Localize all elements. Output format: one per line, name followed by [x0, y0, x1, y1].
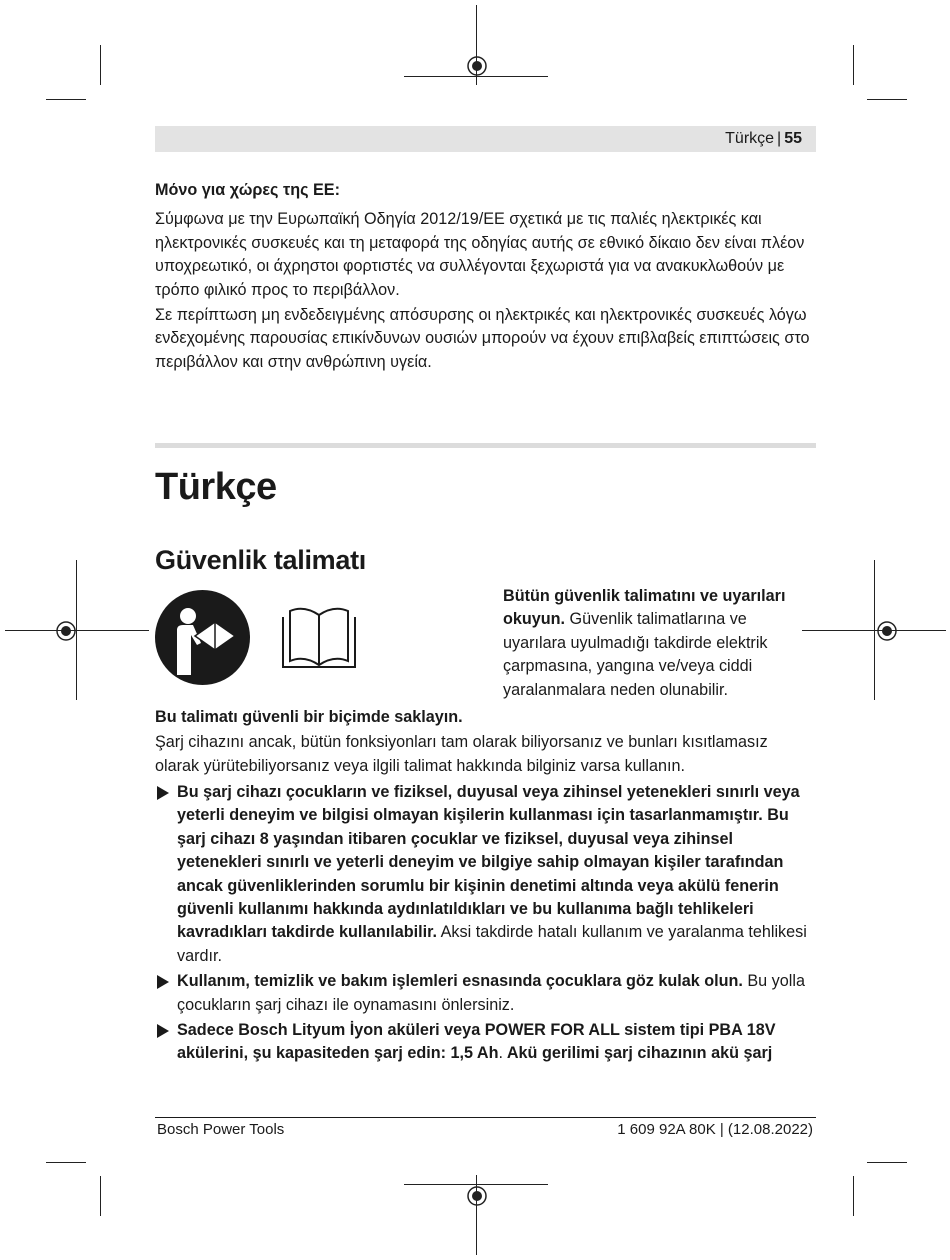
bullet-triangle-icon: [157, 1024, 169, 1038]
header-separator: |: [777, 130, 782, 147]
registration-target-icon: [876, 620, 898, 642]
registration-target-icon: [55, 620, 77, 642]
crop-mark: [867, 1162, 907, 1163]
bullet-triangle-icon: [157, 975, 169, 989]
safety-intro: [503, 585, 803, 702]
bullet-triangle-icon: [157, 786, 169, 800]
crop-mark: [867, 99, 907, 100]
crop-mark: [853, 1176, 854, 1216]
keep-instruction: Bu talimatı güvenli bir biçimde saklayın.: [155, 708, 463, 726]
list-item: [155, 1019, 816, 1066]
greek-paragraph-1: Σύμφωνα με την Ευρωπαϊκή Οδηγία 2012/19/ΕΕ σχετικά με τις παλιές ηλεκτρικές και ηλεκτρονικές συσκευές και τη μεταφορά της οδηγίας αυτής σε εθνικό δίκαιο δεν είναι πλέον υποχρεωτικό, οι άχρηστοι φορτιστές να συλλέγονται ξεχωριστά για να ανακυκλωθούν με τρόπο φιλικό προς το περιβάλλον.: [155, 210, 805, 299]
crop-mark: [802, 630, 946, 631]
greek-heading: Μόνο για χώρες της ΕΕ:: [155, 181, 340, 199]
greek-section: [155, 179, 816, 374]
footer-divider: [155, 1117, 816, 1118]
section-title: Türkçe: [155, 466, 277, 508]
usage-section: [155, 706, 816, 778]
page-number: 55: [784, 130, 802, 147]
safety-intro-text: Güvenlik talimatlarına ve uyarılara uyulmadığı takdirde elektrik çarpmasına, yangına ve/veya ciddi yaralanmalara neden olunabilir.: [503, 610, 768, 699]
section-subtitle: Güvenlik talimatı: [155, 545, 366, 575]
bullet-text: Bu yolla çocukların şarj cihazı ile oynamasını önlersiniz.: [177, 972, 805, 1014]
bullet-text: .: [498, 1044, 503, 1063]
bullet-text: Aksi takdirde hatalı kullanım ve yaralanma tehlikesi vardır.: [177, 923, 807, 965]
section-divider: [155, 443, 816, 448]
crop-mark: [100, 45, 101, 85]
crop-mark: [100, 1176, 101, 1216]
safety-intro-bold: Bütün güvenlik talimatını ve uyarıları okuyun.: [503, 587, 786, 629]
page-header-text: [725, 130, 802, 148]
crop-mark: [853, 45, 854, 85]
crop-mark: [5, 630, 149, 631]
header-language: Türkçe: [725, 130, 775, 147]
footer-doc-code: 1 609 92A 80K | (12.08.2022): [617, 1121, 813, 1138]
bullet-bold-text: Bu şarj cihazı çocukların ve fiziksel, duyusal veya zihinsel yetenekleri sınırlı veya yeterli deneyim ve bilgisi olmayan kişilerin kullanması için tasarlanmamıştır. Bu şarj cihazı 8 yaşından itibaren çocuklar ve fiziksel, duyusal veya zihinsel yetenekleri sınırlı ve yeterli deneyim ve bilgiye sahip olmayan kişiler tarafından ancak güvenliklerinden sorumlu bir kişinin denetimi altında veya akülü fenerin güvenli kullanımı hakkında aydınlatıldıkları ve bu kullanıma bağlı tehlikeleri kavradıkları takdirde kullanılabilir.: [177, 783, 800, 942]
registration-target-icon: [466, 55, 488, 77]
greek-paragraph-2: Σε περίπτωση μη ενδεδειγμένης απόσυρσης οι ηλεκτρικές και ηλεκτρονικές συσκευές λόγω ενδεχομένης παρουσίας επικίνδυνων ουσιών μπορούν να έχουν επιβλαβείς επιπτώσεις στο περιβάλλον και στην ανθρώπινη υγεία.: [155, 306, 810, 371]
crop-mark: [46, 1162, 86, 1163]
page-header: [155, 126, 816, 152]
list-item: [155, 970, 816, 1017]
crop-mark: [46, 99, 86, 100]
bullet-bold-text-continued: Akü gerilimi şarj cihazının akü şarj: [502, 1044, 773, 1063]
read-manual-icon: [155, 590, 250, 685]
usage-paragraph: Şarj cihazını ancak, bütün fonksiyonları tam olarak biliyorsanız ve bunları kısıtlamasız olarak yürütebiliyorsanız veya ilgili talimat hakkında bilginiz varsa kullanın.: [155, 733, 768, 775]
registration-target-icon: [466, 1185, 488, 1207]
safety-bullet-list: [155, 781, 816, 1066]
list-item: [155, 781, 816, 968]
bullet-bold-text: Sadece Bosch Lityum İyon aküleri veya POWER FOR ALL sistem tipi PBA 18V akülerini, şu kapasiteden şarj edin: 1,5 Ah: [177, 1021, 776, 1063]
footer-brand: Bosch Power Tools: [157, 1121, 285, 1138]
bullet-bold-text: Kullanım, temizlik ve bakım işlemleri esnasında çocuklara göz kulak olun.: [177, 972, 743, 991]
open-book-icon: [280, 603, 358, 671]
